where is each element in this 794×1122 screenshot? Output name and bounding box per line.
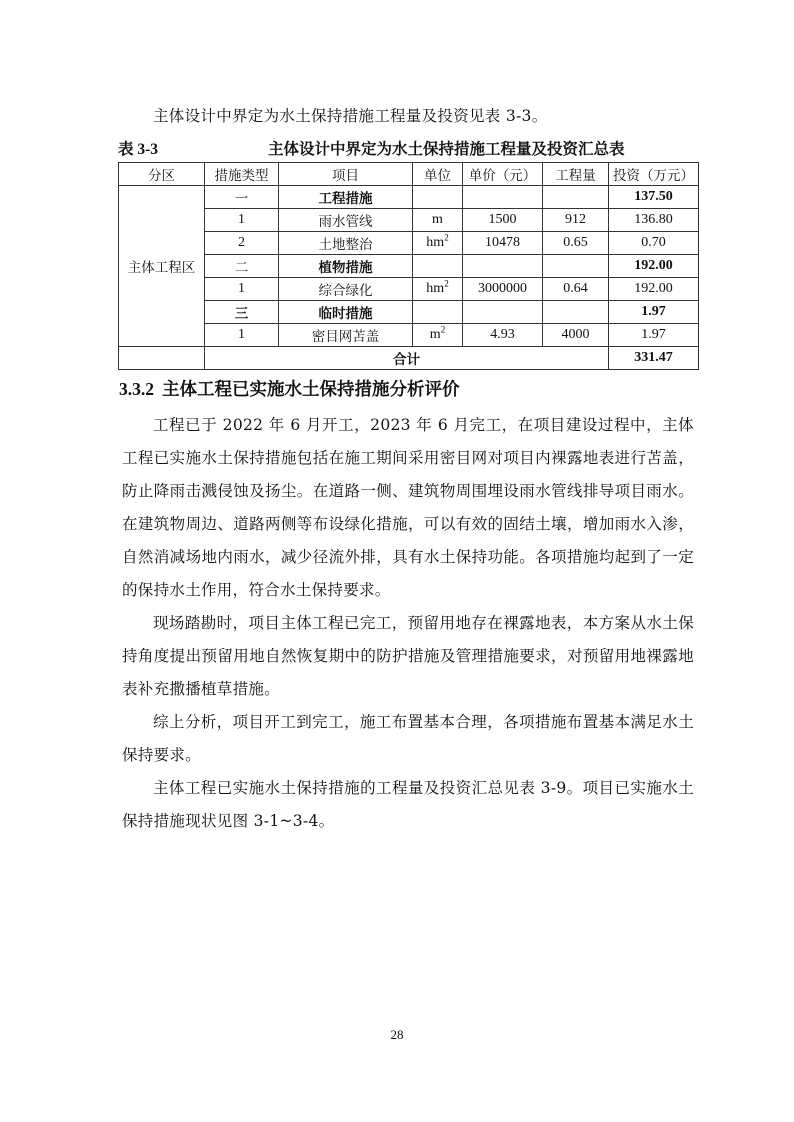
item-cell: 工程措施 — [279, 186, 413, 209]
type-cell: 二 — [205, 255, 279, 278]
price-cell: 4.93 — [463, 324, 543, 347]
invest-cell: 0.70 — [609, 232, 699, 255]
table-row — [119, 324, 699, 347]
section-heading — [119, 376, 460, 401]
unit-cell — [413, 301, 463, 324]
item-cell: 土地整治 — [279, 232, 413, 255]
price-cell — [463, 186, 543, 209]
item-cell: 植物措施 — [279, 255, 413, 278]
total-label: 合计 — [205, 347, 609, 370]
unit-cell — [413, 255, 463, 278]
table-header-row — [119, 163, 699, 186]
page-number: 28 — [390, 1027, 404, 1042]
section-title: 主体工程已实施水土保持措施分析评价 — [162, 380, 460, 400]
qty-cell: 0.64 — [543, 278, 609, 301]
table-row — [119, 186, 699, 209]
unit-cell: $m^2$ — [413, 324, 463, 347]
table-caption — [118, 137, 698, 159]
unit-cell: $hm^2$ — [413, 232, 463, 255]
qty-cell — [543, 255, 609, 278]
type-cell: 1 — [205, 278, 279, 301]
header-invest: 投资（万元） — [609, 163, 699, 186]
table-row — [119, 255, 699, 278]
table-caption-title: 主体设计中界定为水土保持措施工程量及投资汇总表 — [268, 139, 625, 158]
invest-cell: 192.00 — [609, 278, 699, 301]
unit-cell — [413, 186, 463, 209]
body-paragraph: 主体工程已实施水土保持措施的工程量及投资汇总见表 3-9。项目已实施水土保持措施现状见图 3-1~3-4。 — [122, 779, 694, 830]
header-zone: 分区 — [119, 163, 205, 186]
price-cell — [463, 255, 543, 278]
investment-table — [118, 162, 699, 370]
invest-cell: 136.80 — [609, 209, 699, 232]
intro-paragraph: 主体设计中界定为水土保持措施工程量及投资见表 3-3。 — [153, 107, 548, 125]
item-cell: 综合绿化 — [279, 278, 413, 301]
unit-cell: $hm^2$ — [413, 278, 463, 301]
price-cell: 3000000 — [463, 278, 543, 301]
unit-cell: m — [413, 209, 463, 232]
type-cell: 1 — [205, 324, 279, 347]
section-number: 3.3.2 — [119, 379, 154, 399]
zone-cell: 主体工程区 — [119, 186, 205, 347]
table-caption-number: 表 3-3 — [118, 141, 159, 158]
qty-cell — [543, 186, 609, 209]
table-total-row — [119, 347, 699, 370]
table-row — [119, 209, 699, 232]
header-type: 措施类型 — [205, 163, 279, 186]
item-cell: 密目网苫盖 — [279, 324, 413, 347]
invest-cell: 192.00 — [609, 255, 699, 278]
total-value: 331.47 — [609, 347, 699, 370]
header-price: 单价（元） — [463, 163, 543, 186]
type-cell: 一 — [205, 186, 279, 209]
price-cell: 1500 — [463, 209, 543, 232]
price-cell: 10478 — [463, 232, 543, 255]
header-item: 项目 — [279, 163, 413, 186]
total-blank-cell — [119, 347, 205, 370]
invest-cell: 1.97 — [609, 301, 699, 324]
header-qty: 工程量 — [543, 163, 609, 186]
invest-cell: 1.97 — [609, 324, 699, 347]
type-cell: 三 — [205, 301, 279, 324]
invest-cell: 137.50 — [609, 186, 699, 209]
qty-cell: 0.65 — [543, 232, 609, 255]
body-paragraph: 工程已于 2022 年 6 月开工，2023 年 6 月完工，在项目建设过程中，主体工程已实施水土保持措施包括在施工期间采用密目网对项目内裸露地表进行苫盖，防止降雨击溅侵蚀及扬尘。在道路一侧、建筑物周围埋设雨水管线排导项目雨水。在建筑物周边、道路两侧等布设绿化措施，可以有效的固结土壤，增加雨水入渗，自然消减场地内雨水，减少径流外排，具有水土保持功能。各项措施均起到了一定的保持水土作用，符合水土保持要求。 — [122, 416, 694, 599]
qty-cell: 912 — [543, 209, 609, 232]
table-row — [119, 301, 699, 324]
body-paragraph: 综上分析，项目开工到完工，施工布置基本合理，各项措施布置基本满足水土保持要求。 — [122, 713, 694, 764]
table-row — [119, 278, 699, 301]
type-cell: 2 — [205, 232, 279, 255]
table-row — [119, 232, 699, 255]
price-cell — [463, 301, 543, 324]
item-cell: 临时措施 — [279, 301, 413, 324]
qty-cell — [543, 301, 609, 324]
qty-cell: 4000 — [543, 324, 609, 347]
body-paragraph: 现场踏勘时，项目主体工程已完工，预留用地存在裸露地表，本方案从水土保持角度提出预留用地自然恢复期中的防护措施及管理措施要求，对预留用地裸露地表补充撒播植草措施。 — [122, 614, 694, 698]
header-unit: 单位 — [413, 163, 463, 186]
type-cell: 1 — [205, 209, 279, 232]
item-cell: 雨水管线 — [279, 209, 413, 232]
